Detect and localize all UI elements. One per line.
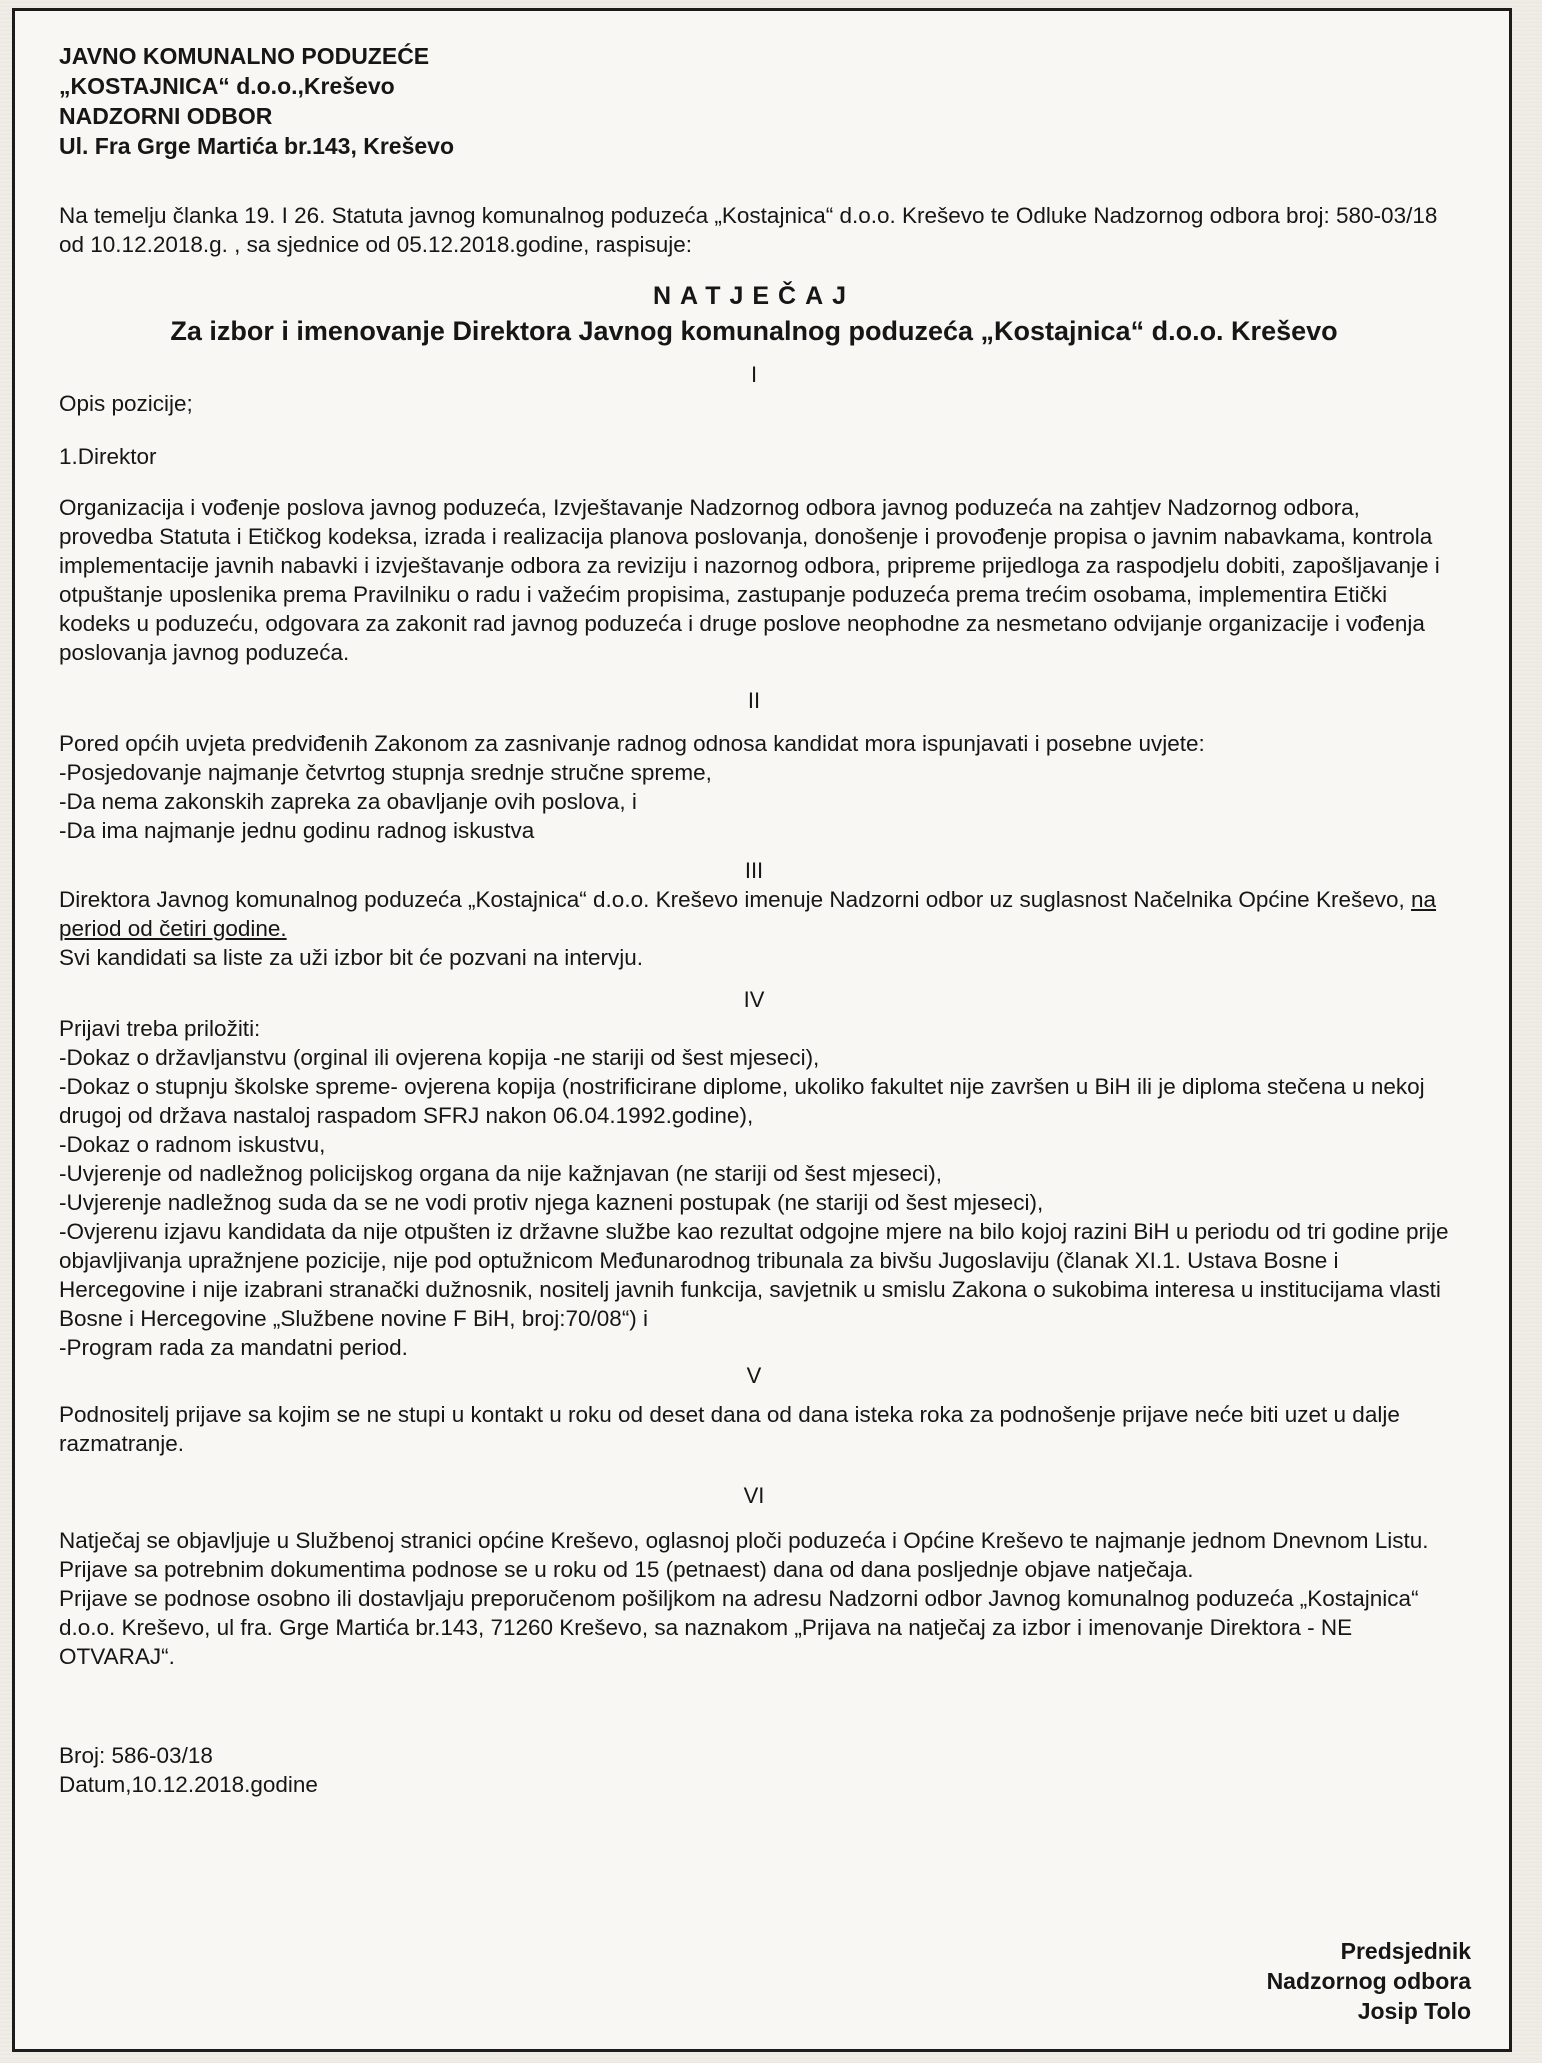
term-underlined: na period od četiri godine. bbox=[59, 887, 1437, 941]
section5-text: Podnositelj prijave sa kojim se ne stupi u kontakt u roku od deset dana od dana isteka roka za podnošenje prijave neće biti uzet u dalje razmatranje. bbox=[59, 1402, 1400, 1456]
section-numeral-5: V bbox=[746, 1363, 762, 1388]
section1-description: Organizacija i vođenje poslova javnog poduzeća, Izvještavanje Nadzornog odbora javnog poduzeća na zahtjev Nadzornog odbora, provedba Statuta i Etičkog kodeksa, izrada i realizacija planova poslovanja, donošenje i provođenje propisa o javnim nabavkama, kontrola implementacije javnih nabavki i izvještavanje odbora za reviziju i nazornog odbora, pripreme prijedloga za raspodjelu dobiti, zapošljavanje i otpuštanje uposlenika prema Pravilniku o radu i važećim propisima, zastupanje poduzeća prema trećim osobama, implementira Etički kodeks u poduzeću, odgovara za zakonit rad javnog poduzeća i druge poslove neophodne za nesmetano odvijanje organizacije i vođenja poslovanja javnog poduzeća. bbox=[59, 495, 1440, 665]
section4-item: -Program rada za mandatni period. bbox=[59, 1335, 408, 1360]
issuer-address: Ul. Fra Grge Martića br.143, Kreševo bbox=[59, 133, 455, 159]
section6-paragraph: Natječaj se objavljuje u Službenoj stranici općine Kreševo, oglasnoj ploči poduzeća i Općine Kreševo te najmanje jednom Dnevnom Listu. bbox=[59, 1528, 1429, 1553]
section-numeral-4: IV bbox=[743, 987, 765, 1012]
notice-subtitle: Za izbor i imenovanje Direktora Javnog komunalnog poduzeća „Kostajnica“ d.o.o. Kreševo bbox=[170, 316, 1338, 346]
signature-title: Predsjednik bbox=[1340, 1938, 1471, 1964]
section6-paragraph: Prijave se podnose osobno ili dostavljaju preporučenom pošiljkom na adresu Nadzorni odbor Javnog komunalnog poduzeća „Kostajnica“ d.o.o. Kreševo, ul fra. Grge Martića br.143, 71260 Kreševo, sa naznakom „Prijava na natječaj za izbor i imenovanje Direktora - NE OTVARAJ“. bbox=[59, 1586, 1419, 1669]
section2-item: -Da nema zakonskih zapreka za obavljanje ovih poslova, i bbox=[59, 789, 637, 814]
reference-date: Datum,10.12.2018.godine bbox=[59, 1772, 318, 1797]
document-reference bbox=[59, 1741, 1449, 1799]
issuer-body: NADZORNI ODBOR bbox=[59, 103, 273, 129]
section4-item: -Dokaz o radnom iskustvu, bbox=[59, 1132, 326, 1157]
issuer-header bbox=[59, 41, 1449, 161]
section-numeral-6: VI bbox=[743, 1483, 765, 1508]
signature-block bbox=[1267, 1936, 1471, 2026]
section4-item: -Dokaz o stupnju školske spreme- ovjerena kopija (nostrificirane diplome, ukoliko fakultet nije završen u BiH ili je diploma stečena u nekoj drugoj od država nastaloj raspadom SFRJ nakon 06.04.1992.godine), bbox=[59, 1074, 1425, 1128]
section4-lead: Prijavi treba priložiti: bbox=[59, 1016, 261, 1041]
section4-item: -Dokaz o državljanstvu (orginal ili ovjerena kopija -ne stariji od šest mjeseci), bbox=[59, 1045, 820, 1070]
signature-body: Nadzornog odbora bbox=[1266, 1968, 1471, 1994]
section3-text bbox=[59, 885, 1449, 943]
signature-name: Josip Tolo bbox=[1357, 1998, 1471, 2024]
section-numeral-3: III bbox=[744, 858, 764, 883]
notice-title: NATJEČAJ bbox=[652, 282, 856, 310]
section-numeral-2: II bbox=[747, 688, 761, 713]
section2-item: -Da ima najmanje jednu godinu radnog iskustva bbox=[59, 818, 535, 843]
section6-paragraph: Prijave sa potrebnim dokumentima podnose se u roku od 15 (petnaest) dana od dana posljednje objave natječaja. bbox=[59, 1557, 1194, 1582]
section4-item: -Ovjerenu izjavu kandidata da nije otpušten iz državne službe kao rezultat odgojne mjere na bilo kojoj razini BiH u periodu od tri godine prije objavljivanja upražnjene pozicije, nije pod optužnicom Međunarodnog tribunala za bivšu Jugoslaviju (članak XI.1. Ustava Bosne i Hercegovine i nije izabrani stranački dužnosnik, nositelj javnih funkcija, savjetnik u smislu Zakona o sukobima interesa u institucijama vlasti Bosne i Hercegovine „Službene novine F BiH, broj:70/08“) i bbox=[59, 1219, 1449, 1331]
section1-position: 1.Direktor bbox=[59, 444, 157, 469]
issuer-name: JAVNO KOMUNALNO PODUZEĆE bbox=[59, 43, 430, 69]
public-notice bbox=[12, 8, 1512, 2052]
section-numeral-1: I bbox=[750, 362, 758, 387]
section3-interview: Svi kandidati sa liste za uži izbor bit će pozvani na intervju. bbox=[59, 945, 644, 970]
reference-number: Broj: 586-03/18 bbox=[59, 1743, 213, 1768]
section4-item: -Uvjerenje od nadležnog policijskog organa da nije kažnjavan (ne stariji od šest mjeseci), bbox=[59, 1161, 942, 1186]
intro-paragraph: Na temelju članka 19. I 26. Statuta javnog komunalnog poduzeća „Kostajnica“ d.o.o. Kreševo te Odluke Nadzornog odbora broj: 580-03/18 od 10.12.2018.g. , sa sjednice od 05.12.2018.godine, raspisuje: bbox=[59, 203, 1438, 257]
section2-item: -Posjedovanje najmanje četvrtog stupnja srednje stručne spreme, bbox=[59, 760, 712, 785]
section2-lead: Pored općih uvjeta predviđenih Zakonom za zasnivanje radnog odnosa kandidat mora ispunjavati i posebne uvjete: bbox=[59, 731, 1205, 756]
section3-text-a: Direktora Javnog komunalnog poduzeća „Kostajnica“ d.o.o. Kreševo imenuje Nadzorni odbor uz suglasnost Načelnika Općine Kreševo, bbox=[59, 887, 1411, 912]
section1-heading: Opis pozicije; bbox=[59, 391, 193, 416]
section4-item: -Uvjerenje nadležnog suda da se ne vodi protiv njega kazneni postupak (ne stariji od šest mjeseci), bbox=[59, 1190, 1044, 1215]
issuer-company: „KOSTAJNICA“ d.o.o.,Kreševo bbox=[59, 73, 395, 99]
